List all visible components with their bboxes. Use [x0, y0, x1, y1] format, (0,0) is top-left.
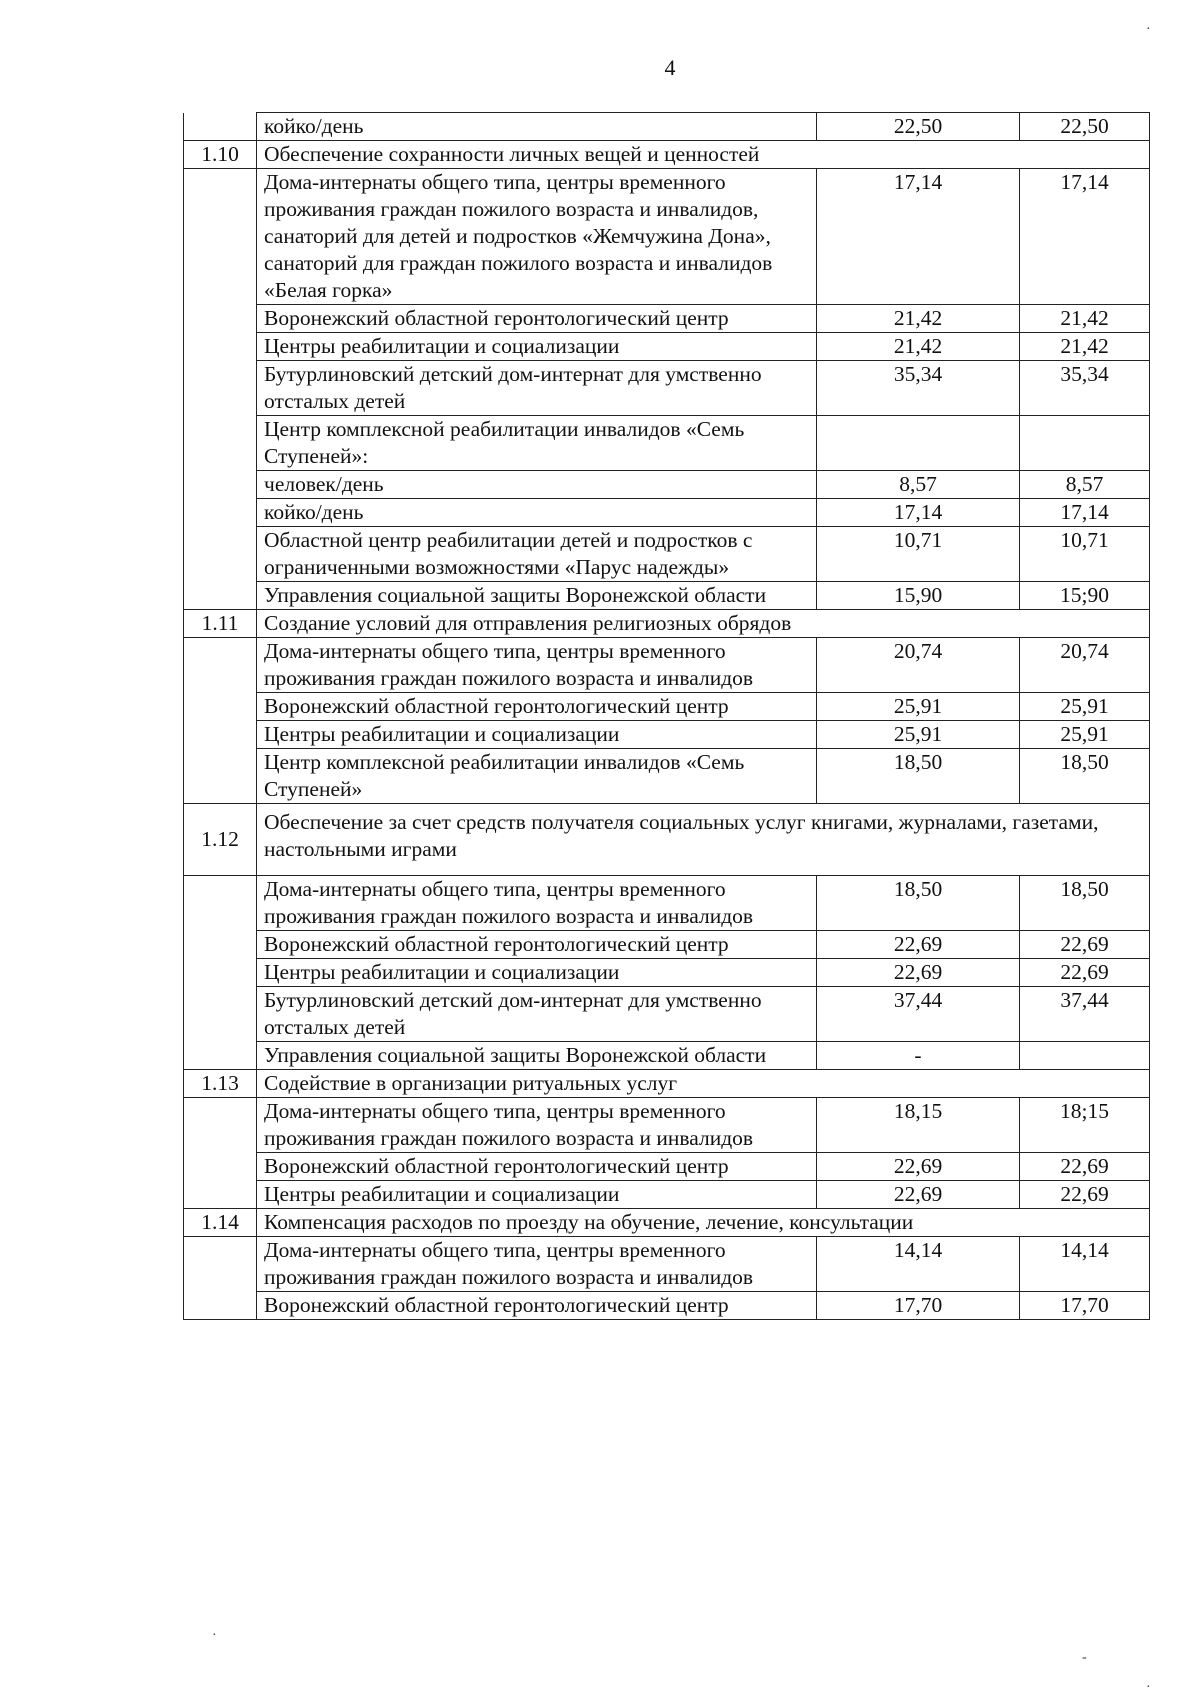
institution-name: Управления социальной защиты Воронежской области	[257, 1042, 817, 1070]
institution-name: Центры реабилитации и социализации	[257, 959, 817, 987]
item-number: 1.10	[184, 141, 257, 169]
table-row	[184, 1181, 1150, 1209]
item-number	[184, 1153, 257, 1181]
institution-name: Воронежский областной геронтологический центр	[257, 1292, 817, 1320]
section-row	[184, 804, 1150, 876]
tariff-value-1: -	[817, 1042, 1020, 1070]
table-row	[184, 959, 1150, 987]
tariff-value-1: 37,44	[817, 987, 1020, 1042]
scan-speck: ·	[1146, 22, 1151, 37]
tariff-table-body	[184, 113, 1150, 1320]
tariff-value-1: 18,50	[817, 749, 1020, 804]
institution-name: Областной центр реабилитации детей и подростков с ограниченными возможностями «Парус надежды»	[257, 527, 817, 582]
table-row	[184, 876, 1150, 931]
item-number	[184, 876, 257, 931]
section-row	[184, 1070, 1150, 1098]
table-row	[184, 1237, 1150, 1292]
item-number	[184, 1292, 257, 1320]
item-number: 1.11	[184, 610, 257, 638]
tariff-value-1: 17,14	[817, 169, 1020, 305]
table-row	[184, 721, 1150, 749]
tariff-value-2: 18,50	[1020, 876, 1150, 931]
tariff-value-2: 22,69	[1020, 931, 1150, 959]
item-number	[184, 169, 257, 305]
tariff-value-2: 37,44	[1020, 987, 1150, 1042]
institution-name: Дома-интернаты общего типа, центры временного проживания граждан пожилого возраста и инвалидов	[257, 1237, 817, 1292]
institution-name: Центры реабилитации и социализации	[257, 1181, 817, 1209]
tariff-value-2: 22,69	[1020, 959, 1150, 987]
institution-name: Центр комплексной реабилитации инвалидов «Семь Ступеней»	[257, 749, 817, 804]
item-number	[184, 499, 257, 527]
item-number	[184, 582, 257, 610]
table-row	[184, 931, 1150, 959]
tariff-value-2: 14,14	[1020, 1237, 1150, 1292]
tariff-value-2: 25,91	[1020, 693, 1150, 721]
item-number	[184, 721, 257, 749]
institution-name: Дома-интернаты общего типа, центры временного проживания граждан пожилого возраста и инвалидов	[257, 638, 817, 693]
table-row	[184, 693, 1150, 721]
table-row	[184, 113, 1150, 141]
table-row	[184, 1292, 1150, 1320]
tariff-value-2: 10,71	[1020, 527, 1150, 582]
tariff-value-1: 8,57	[817, 471, 1020, 499]
item-number: 1.13	[184, 1070, 257, 1098]
tariff-value-2: 20,74	[1020, 638, 1150, 693]
institution-name: койко/день	[257, 113, 817, 141]
tariff-value-1: 20,74	[817, 638, 1020, 693]
tariff-value-1: 21,42	[817, 305, 1020, 333]
tariff-value-1: 25,91	[817, 693, 1020, 721]
item-number	[184, 1181, 257, 1209]
tariff-value-2	[1020, 416, 1150, 471]
scan-speck: ·	[212, 1628, 217, 1643]
tariff-value-2: 15;90	[1020, 582, 1150, 610]
tariff-value-1: 15,90	[817, 582, 1020, 610]
institution-name: Воронежский областной геронтологический центр	[257, 693, 817, 721]
table-row	[184, 1153, 1150, 1181]
table-row	[184, 1098, 1150, 1153]
tariff-table	[183, 112, 1150, 1320]
item-number: 1.12	[184, 804, 257, 876]
scan-speck: -	[1082, 1650, 1087, 1665]
table-row	[184, 987, 1150, 1042]
table-row	[184, 638, 1150, 693]
item-number	[184, 1042, 257, 1070]
tariff-value-1: 14,14	[817, 1237, 1020, 1292]
tariff-value-1: 22,69	[817, 931, 1020, 959]
tariff-value-1: 17,14	[817, 499, 1020, 527]
table-row	[184, 499, 1150, 527]
item-number	[184, 959, 257, 987]
tariff-value-2: 35,34	[1020, 361, 1150, 416]
tariff-value-2: 22,69	[1020, 1181, 1150, 1209]
tariff-value-1	[817, 416, 1020, 471]
institution-name: Воронежский областной геронтологический центр	[257, 305, 817, 333]
table-row	[184, 169, 1150, 305]
item-number	[184, 931, 257, 959]
table-row	[184, 749, 1150, 804]
item-number: 1.14	[184, 1209, 257, 1237]
item-number	[184, 638, 257, 693]
tariff-value-1: 35,34	[817, 361, 1020, 416]
tariff-value-2: 17,14	[1020, 499, 1150, 527]
tariff-value-2: 18,50	[1020, 749, 1150, 804]
table-row	[184, 582, 1150, 610]
tariff-value-2: 8,57	[1020, 471, 1150, 499]
institution-name: человек/день	[257, 471, 817, 499]
institution-name: Центры реабилитации и социализации	[257, 333, 817, 361]
item-number	[184, 527, 257, 582]
institution-name: Центры реабилитации и социализации	[257, 721, 817, 749]
tariff-value-1: 22,50	[817, 113, 1020, 141]
tariff-value-2: 17,70	[1020, 1292, 1150, 1320]
item-number	[184, 113, 257, 141]
item-number	[184, 749, 257, 804]
tariff-value-1: 22,69	[817, 1181, 1020, 1209]
table-row	[184, 1042, 1150, 1070]
institution-name: Бутурлиновский детский дом-интернат для умственно отсталых детей	[257, 987, 817, 1042]
institution-name: Дома-интернаты общего типа, центры временного проживания граждан пожилого возраста и инвалидов	[257, 1098, 817, 1153]
section-row	[184, 610, 1150, 638]
tariff-value-1: 10,71	[817, 527, 1020, 582]
table-row	[184, 527, 1150, 582]
institution-name: Центр комплексной реабилитации инвалидов «Семь Ступеней»:	[257, 416, 817, 471]
section-title: Обеспечение сохранности личных вещей и ценностей	[257, 141, 1150, 169]
table-row	[184, 471, 1150, 499]
tariff-value-1: 18,15	[817, 1098, 1020, 1153]
page-number: 4	[664, 55, 676, 80]
section-title: Компенсация расходов по проезду на обучение, лечение, консультации	[257, 1209, 1150, 1237]
table-row	[184, 416, 1150, 471]
section-row	[184, 141, 1150, 169]
tariff-value-1: 22,69	[817, 959, 1020, 987]
section-title: Обеспечение за счет средств получателя социальных услуг книгами, журналами, газетами, настольными играми	[257, 804, 1150, 876]
tariff-value-2	[1020, 1042, 1150, 1070]
item-number	[184, 1098, 257, 1153]
item-number	[184, 471, 257, 499]
item-number	[184, 693, 257, 721]
section-title: Содействие в организации ритуальных услуг	[257, 1070, 1150, 1098]
table-row	[184, 333, 1150, 361]
institution-name: Управления социальной защиты Воронежской области	[257, 582, 817, 610]
institution-name: Дома-интернаты общего типа, центры временного проживания граждан пожилого возраста и инвалидов	[257, 876, 817, 931]
item-number	[184, 305, 257, 333]
tariff-value-1: 21,42	[817, 333, 1020, 361]
item-number	[184, 1237, 257, 1292]
tariff-value-1: 22,69	[817, 1153, 1020, 1181]
scan-speck: ·	[1146, 1680, 1151, 1695]
tariff-value-2: 21,42	[1020, 333, 1150, 361]
item-number	[184, 987, 257, 1042]
tariff-value-2: 17,14	[1020, 169, 1150, 305]
tariff-value-2: 18;15	[1020, 1098, 1150, 1153]
tariff-value-2: 22,69	[1020, 1153, 1150, 1181]
institution-name: Воронежский областной геронтологический центр	[257, 931, 817, 959]
tariff-value-1: 18,50	[817, 876, 1020, 931]
table-row	[184, 361, 1150, 416]
section-row	[184, 1209, 1150, 1237]
item-number	[184, 333, 257, 361]
institution-name: Бутурлиновский детский дом-интернат для умственно отсталых детей	[257, 361, 817, 416]
item-number	[184, 416, 257, 471]
tariff-value-2: 21,42	[1020, 305, 1150, 333]
table-row	[184, 305, 1150, 333]
tariff-value-2: 25,91	[1020, 721, 1150, 749]
tariff-value-2: 22,50	[1020, 113, 1150, 141]
institution-name: койко/день	[257, 499, 817, 527]
section-title: Создание условий для отправления религиозных обрядов	[257, 610, 1150, 638]
institution-name: Дома-интернаты общего типа, центры временного проживания граждан пожилого возраста и инвалидов, санаторий для детей и подростков «Жемчужина Дона», санаторий для граждан пожилого возраста и инвалидов «Белая горка»	[257, 169, 817, 305]
tariff-value-1: 25,91	[817, 721, 1020, 749]
institution-name: Воронежский областной геронтологический центр	[257, 1153, 817, 1181]
item-number	[184, 361, 257, 416]
tariff-value-1: 17,70	[817, 1292, 1020, 1320]
